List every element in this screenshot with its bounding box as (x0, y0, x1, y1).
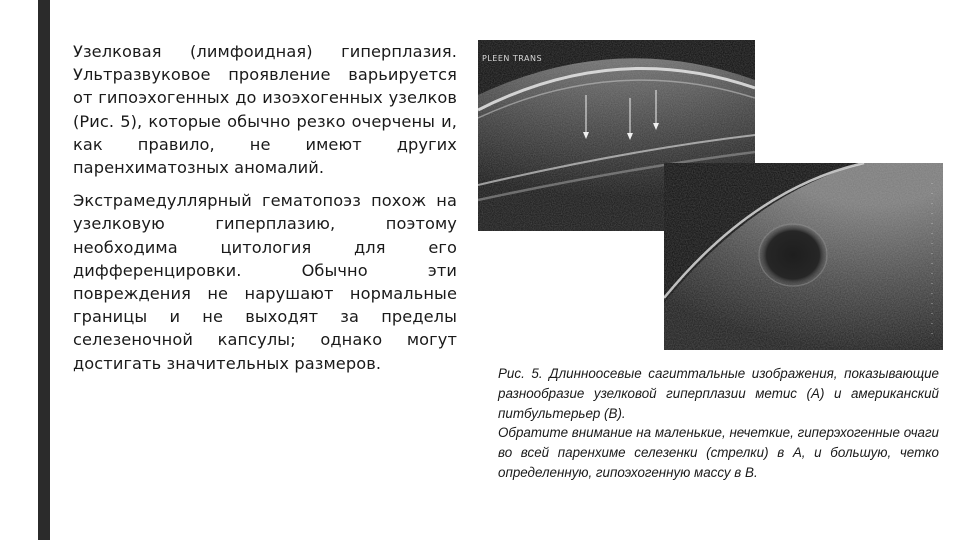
body-text-column (73, 40, 457, 375)
paragraph-nodular-hyperplasia: Узелковая (лимфоидная) гиперплазия. Ультразвуковое проявление варьируется от гипоэхогенных до изоэхогенных узелков (Рис. 5), которые обычно резко очерчены и, как правило, не имеют других паренхиматозных аномалий. (73, 42, 457, 178)
figure-caption (498, 364, 939, 483)
ultrasound-a-overlay-text: PLEEN TRANS (482, 54, 543, 63)
paragraph-extramedullary-hematopoiesis: Экстрамедуллярный гематопоэз похож на узелковую гиперплазию, поэтому необходима цитология для его дифференцировки. Обычно эти повреждения не нарушают нормальные границы и не выходят за пределы селезеночной капсулы; однако могут достигать значительных размеров. (73, 191, 457, 373)
accent-bar (38, 0, 50, 540)
ultrasound-image-b (664, 163, 943, 350)
caption-figure-description: Рис. 5. Длинноосевые сагиттальные изображения, показывающие разнообразие узелковой гиперплазии метис (A) и американский питбультерьер (B). (498, 366, 939, 421)
caption-note: Обратите внимание на маленькие, нечеткие, гиперэхогенные очаги во всей паренхиме селезенки (стрелки) в A, и большую, четко определенную, гипоэхогенную массу в B. (498, 425, 939, 480)
ultrasound-b-graphic (664, 163, 943, 350)
